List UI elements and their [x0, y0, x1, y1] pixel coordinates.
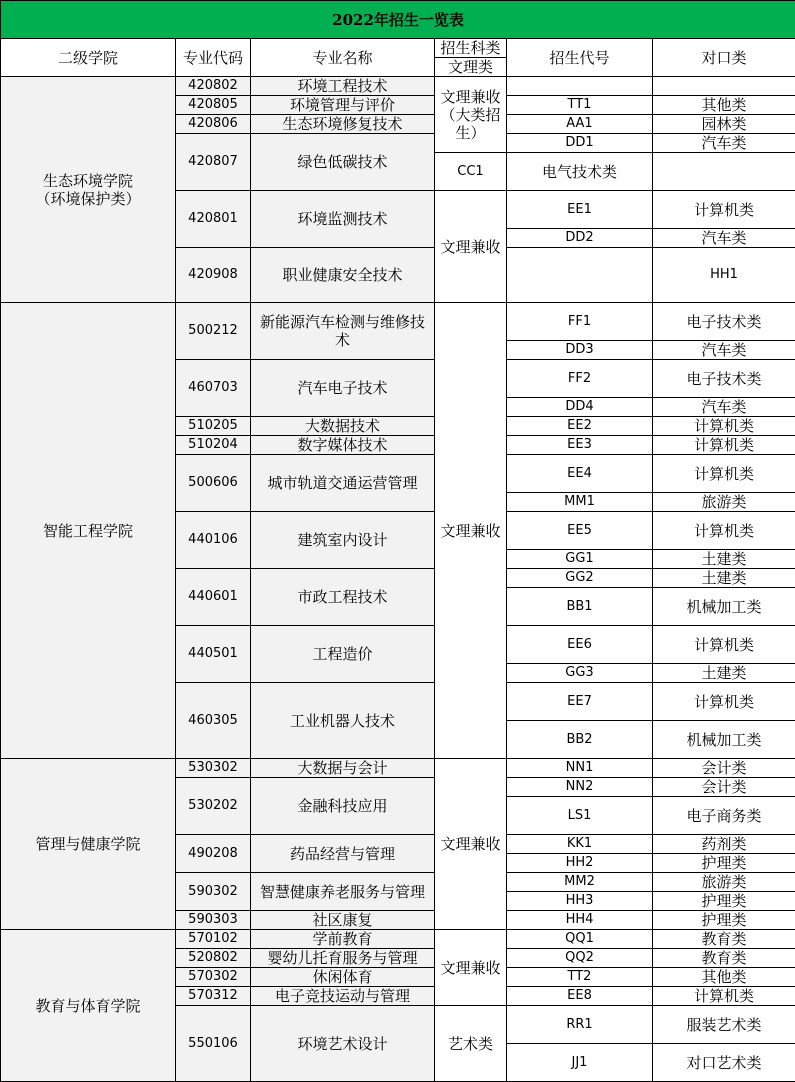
enroll-code: BB1: [507, 588, 653, 626]
match-category: 机械加工类: [653, 588, 795, 626]
table-row: [1, 930, 795, 949]
match-category: 电子商务类: [653, 797, 795, 835]
header-match-category: 对口类: [653, 39, 795, 77]
major-code: 420805: [176, 96, 251, 115]
header-subject: 招生科类: [435, 39, 507, 58]
match-category: 园林类: [653, 115, 795, 134]
enroll-code: EE6: [507, 626, 653, 664]
enroll-code: HH4: [507, 911, 653, 930]
match-category: 汽车类: [653, 229, 795, 248]
enroll-code: EE1: [507, 191, 653, 229]
match-category: 会计类: [653, 759, 795, 778]
college-name: 教育与体育学院: [1, 930, 176, 1082]
enroll-code: HH3: [507, 892, 653, 911]
header-major-code: 专业代码: [176, 39, 251, 77]
major-name: 药品经营与管理: [251, 835, 435, 873]
enroll-code: FF2: [507, 360, 653, 398]
major-name: 城市轨道交通运营管理: [251, 455, 435, 512]
college-name: 智能工程学院: [1, 303, 176, 759]
header-enroll-code: 招生代号: [507, 39, 653, 77]
enroll-code: QQ2: [507, 949, 653, 968]
college-name: 生态环境学院 （环境保护类）: [1, 77, 176, 303]
major-name: 生态环境修复技术: [251, 115, 435, 134]
table-row: [1, 77, 795, 96]
match-category: [653, 77, 795, 96]
enroll-code: DD2: [507, 229, 653, 248]
header-college: 二级学院: [1, 39, 176, 77]
subject-category: [507, 248, 653, 303]
enroll-code: CC1: [435, 153, 507, 191]
table-row: [1, 303, 795, 341]
match-category: 汽车类: [653, 134, 795, 153]
enroll-code: BB2: [507, 721, 653, 759]
major-name: 工程造价: [251, 626, 435, 683]
major-name: 智慧健康养老服务与管理: [251, 873, 435, 911]
major-name: 学前教育: [251, 930, 435, 949]
major-code: 500606: [176, 455, 251, 512]
subject-category: 文理兼收 （大类招生）: [435, 77, 507, 153]
major-code: 420806: [176, 115, 251, 134]
major-name: 环境管理与评价: [251, 96, 435, 115]
match-category: 计算机类: [653, 455, 795, 493]
header-subject-sub: 文理类: [435, 58, 507, 77]
major-name: 环境艺术设计: [251, 1006, 435, 1082]
major-code: 570302: [176, 968, 251, 987]
enroll-code: EE8: [507, 987, 653, 1006]
enroll-code: DD4: [507, 398, 653, 417]
major-code: 530202: [176, 778, 251, 835]
match-category: 计算机类: [653, 626, 795, 664]
match-category: 旅游类: [653, 873, 795, 892]
enroll-code: MM2: [507, 873, 653, 892]
major-name: 社区康复: [251, 911, 435, 930]
major-code: 420801: [176, 191, 251, 248]
major-name: 大数据与会计: [251, 759, 435, 778]
major-code: 590302: [176, 873, 251, 911]
match-category: 计算机类: [653, 191, 795, 229]
match-category: 电子技术类: [653, 303, 795, 341]
match-category: 对口艺术类: [653, 1044, 795, 1082]
table-title: 2022年招生一览表: [1, 1, 795, 39]
match-category: 会计类: [653, 778, 795, 797]
enroll-code: GG1: [507, 550, 653, 569]
major-code: 500212: [176, 303, 251, 360]
match-category: 汽车类: [653, 341, 795, 360]
match-category: 教育类: [653, 930, 795, 949]
college-name: 管理与健康学院: [1, 759, 176, 930]
enroll-code: KK1: [507, 835, 653, 854]
major-name: 数字媒体技术: [251, 436, 435, 455]
table-row: [1, 759, 795, 778]
subject-category: 文理兼收: [435, 930, 507, 1006]
major-code: 440106: [176, 512, 251, 569]
match-category: 药剂类: [653, 835, 795, 854]
match-category: 电气技术类: [507, 153, 653, 191]
major-code: 510205: [176, 417, 251, 436]
major-code: 550106: [176, 1006, 251, 1082]
enroll-code: EE7: [507, 683, 653, 721]
match-category: 其他类: [653, 968, 795, 987]
match-category: 护理类: [653, 911, 795, 930]
match-category: 计算机类: [653, 683, 795, 721]
match-category: 教育类: [653, 949, 795, 968]
major-code: 510204: [176, 436, 251, 455]
major-name: 休闲体育: [251, 968, 435, 987]
enroll-code: [507, 77, 653, 96]
match-category: 电子技术类: [653, 360, 795, 398]
subject-category: 文理兼收: [435, 303, 507, 759]
major-code: 440601: [176, 569, 251, 626]
major-name: 环境监测技术: [251, 191, 435, 248]
major-name: 新能源汽车检测与维修技术: [251, 303, 435, 360]
enroll-code: JJ1: [507, 1044, 653, 1082]
major-name: 绿色低碳技术: [251, 134, 435, 191]
match-category: 护理类: [653, 892, 795, 911]
major-code: 490208: [176, 835, 251, 873]
match-category: 计算机类: [653, 436, 795, 455]
enroll-code: EE5: [507, 512, 653, 550]
major-code: 440501: [176, 626, 251, 683]
enroll-code: AA1: [507, 115, 653, 134]
enroll-code: TT2: [507, 968, 653, 987]
major-name: 电子竞技运动与管理: [251, 987, 435, 1006]
match-category: 护理类: [653, 854, 795, 873]
subject-category: 文理兼收: [435, 191, 507, 303]
major-name: 金融科技应用: [251, 778, 435, 835]
major-name: 建筑室内设计: [251, 512, 435, 569]
match-category: 服装艺术类: [653, 1006, 795, 1044]
match-category: 计算机类: [653, 417, 795, 436]
enroll-code: QQ1: [507, 930, 653, 949]
match-category: 旅游类: [653, 493, 795, 512]
major-code: 420802: [176, 77, 251, 96]
match-category: 计算机类: [653, 512, 795, 550]
subject-category: 文理兼收: [435, 759, 507, 930]
match-category: 土建类: [653, 569, 795, 588]
subject-category: 艺术类: [435, 1006, 507, 1082]
major-name: 婴幼儿托育服务与管理: [251, 949, 435, 968]
enroll-code: GG3: [507, 664, 653, 683]
major-code: 570102: [176, 930, 251, 949]
enroll-code: EE3: [507, 436, 653, 455]
major-name: 大数据技术: [251, 417, 435, 436]
match-category: 土建类: [653, 550, 795, 569]
major-code: 460305: [176, 683, 251, 759]
enroll-code: NN1: [507, 759, 653, 778]
match-category: 汽车类: [653, 398, 795, 417]
match-category: 其他类: [653, 96, 795, 115]
match-category: 计算机类: [653, 987, 795, 1006]
enroll-code: DD1: [507, 134, 653, 153]
major-name: 工业机器人技术: [251, 683, 435, 759]
major-code: 460703: [176, 360, 251, 417]
major-code: 520802: [176, 949, 251, 968]
enroll-code: LS1: [507, 797, 653, 835]
enroll-code: EE4: [507, 455, 653, 493]
major-name: 职业健康安全技术: [251, 248, 435, 303]
major-name: 环境工程技术: [251, 77, 435, 96]
enroll-code: FF1: [507, 303, 653, 341]
major-code: 420807: [176, 134, 251, 191]
enroll-code: GG2: [507, 569, 653, 588]
major-name: 汽车电子技术: [251, 360, 435, 417]
enroll-code: EE2: [507, 417, 653, 436]
header-major-name: 专业名称: [251, 39, 435, 77]
match-category: 土建类: [653, 664, 795, 683]
enroll-code: DD3: [507, 341, 653, 360]
enroll-code: TT1: [507, 96, 653, 115]
major-code: 590303: [176, 911, 251, 930]
major-name: 市政工程技术: [251, 569, 435, 626]
major-code: 530302: [176, 759, 251, 778]
enroll-code: NN2: [507, 778, 653, 797]
enroll-code: RR1: [507, 1006, 653, 1044]
major-code: 570312: [176, 987, 251, 1006]
enroll-code: HH2: [507, 854, 653, 873]
enroll-code: HH1: [653, 248, 795, 303]
match-category: 机械加工类: [653, 721, 795, 759]
enroll-code: MM1: [507, 493, 653, 512]
major-code: 420908: [176, 248, 251, 303]
